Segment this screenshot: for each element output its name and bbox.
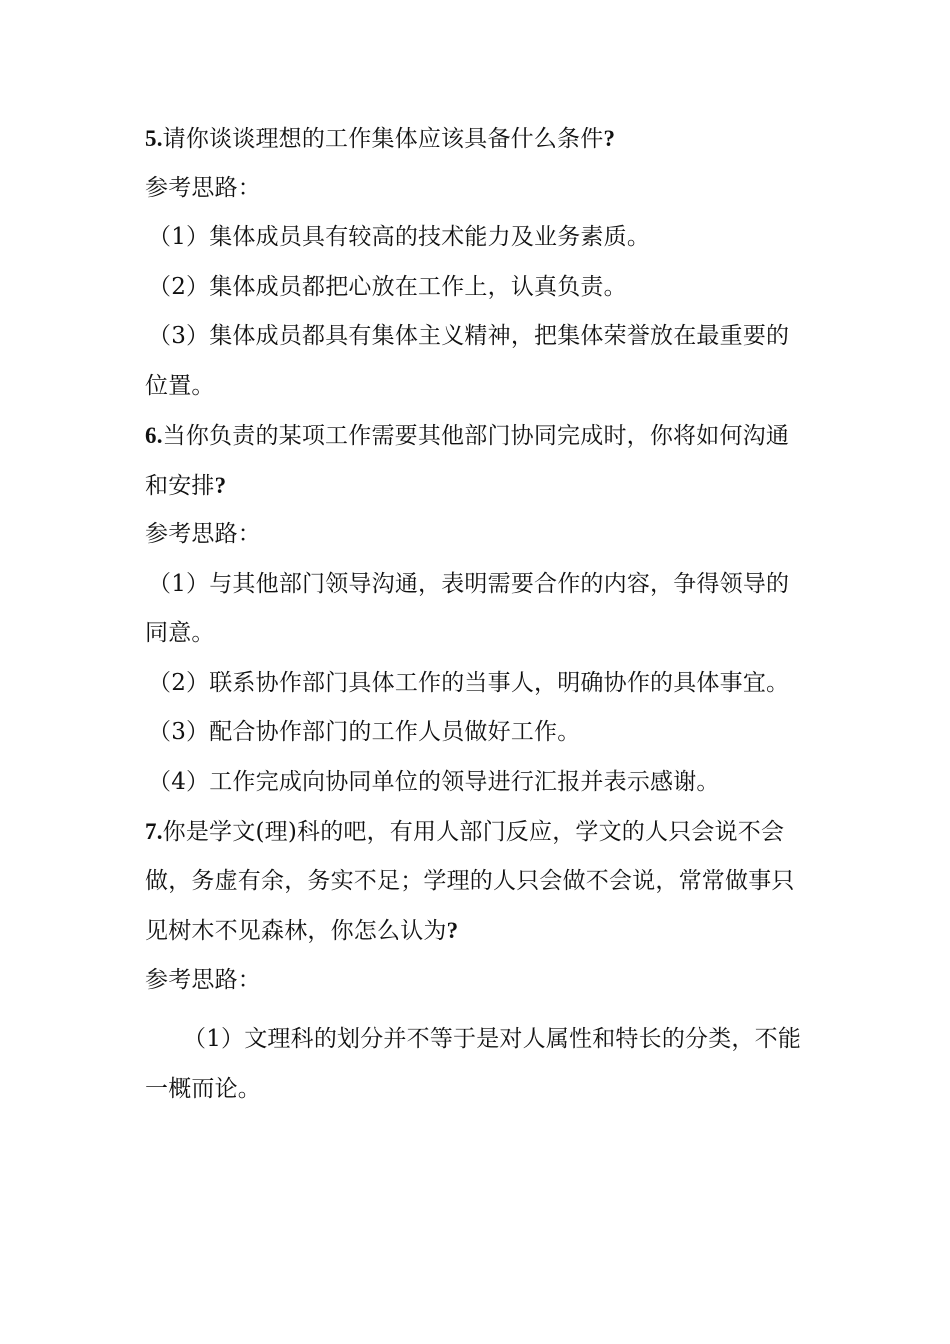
question-7-line-1 <box>145 807 807 857</box>
question-mark: ? <box>603 126 616 151</box>
question-mark: ? <box>446 918 459 943</box>
spacer <box>145 1005 807 1015</box>
answer-item-continuation: 位置。 <box>145 372 215 399</box>
answer-item: （3）配合协作部门的工作人员做好工作。 <box>148 719 581 745</box>
question-number: 5. <box>145 126 163 151</box>
question-6-line-1 <box>145 411 807 461</box>
question-mark: ? <box>214 472 227 498</box>
answer-item: （1）文理科的划分并不等于是对人属性和特长的分类，不能 <box>183 1026 802 1052</box>
question-5-line-1 <box>145 114 807 164</box>
question-text: 你是学文(理)科的吧，有用人部门反应，学文的人只会说不会 <box>162 819 785 845</box>
answer-item: （1）集体成员具有较高的技术能力及业务素质。 <box>148 224 651 250</box>
question-number: 6. <box>145 423 163 448</box>
answer-item: （2）集体成员都把心放在工作上，认真负责。 <box>148 273 627 300</box>
question-text: 请你谈谈理想的工作集体应该具备什么条件 <box>162 126 604 152</box>
question-6-line-2 <box>145 461 807 511</box>
question-text: 和安排 <box>145 472 215 499</box>
hint-label: 参考思路： <box>145 966 261 993</box>
hint-label: 参考思路： <box>145 174 261 201</box>
question-7-line-2: 做，务虚有余，务实不足；学理的人只会做不会说，常常做事只 <box>145 867 795 894</box>
hint-label: 参考思路： <box>145 521 261 547</box>
answer-item: （4）工作完成向协同单位的领导进行汇报并表示感谢。 <box>148 768 720 795</box>
answer-item: （3）集体成员都具有集体主义精神，把集体荣誉放在最重要的 <box>148 323 790 349</box>
answer-item: （1）与其他部门领导沟通，表明需要合作的内容，争得领导的 <box>148 570 790 597</box>
answer-item-continuation: 同意。 <box>145 620 215 646</box>
question-text: 当你负责的某项工作需要其他部门协同完成时，你将如何沟通 <box>162 423 790 449</box>
question-7-line-3 <box>145 906 807 956</box>
answer-item: （2）联系协作部门具体工作的当事人，明确协作的具体事宜。 <box>148 669 790 696</box>
question-text: 见树木不见森林，你怎么认为 <box>145 918 447 944</box>
document-page <box>145 114 807 1114</box>
question-number: 7. <box>145 819 163 844</box>
answer-item-continuation: 一概而论。 <box>145 1075 261 1102</box>
